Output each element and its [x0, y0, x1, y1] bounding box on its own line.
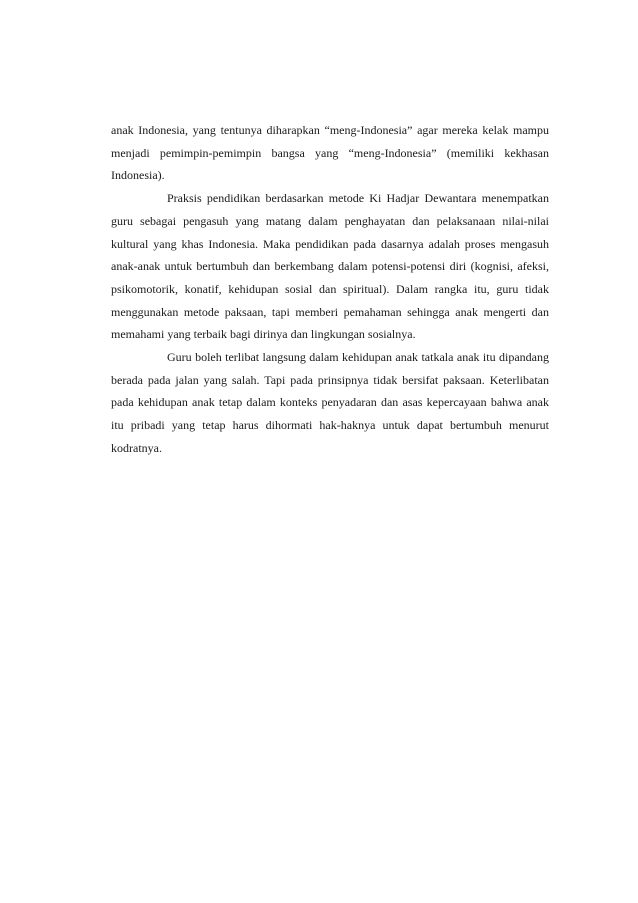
paragraph-continuation: anak Indonesia, yang tentunya diharapkan “meng-Indonesia” agar mereka kelak mampu menjadi pemimpin-pemimpin bangsa yang “meng-Indonesia” (memiliki kekhasan Indonesia). [111, 123, 549, 183]
paragraph-praksis: Praksis pendidikan berdasarkan metode Ki Hadjar Dewantara menempatkan guru sebagai pengasuh yang matang dalam penghayatan dan pelaksanaan nilai-nilai kultural yang khas Indonesia. Maka pendidikan pada dasarnya adalah proses mengasuh anak-anak untuk bertumbuh dan berkembang dalam potensi-potensi diri (kognisi, afeksi, psikomotorik, konatif, kehidupan sosial dan spiritual). Dalam rangka itu, guru tidak menggunakan metode paksaan, tapi memberi pemahaman sehingga anak mengerti dan memahami yang terbaik bagi dirinya dan lingkungan sosialnya. [111, 191, 549, 342]
body-text [111, 119, 549, 460]
paragraph-guru: Guru boleh terlibat langsung dalam kehidupan anak tatkala anak itu dipandang berada pada jalan yang salah. Tapi pada prinsipnya tidak bersifat paksaan. Keterlibatan pada kehidupan anak tetap dalam konteks penyadaran dan asas kepercayaan bahwa anak itu pribadi yang tetap harus dihormati hak-haknya untuk dapat bertumbuh menurut kodratnya. [111, 350, 549, 455]
